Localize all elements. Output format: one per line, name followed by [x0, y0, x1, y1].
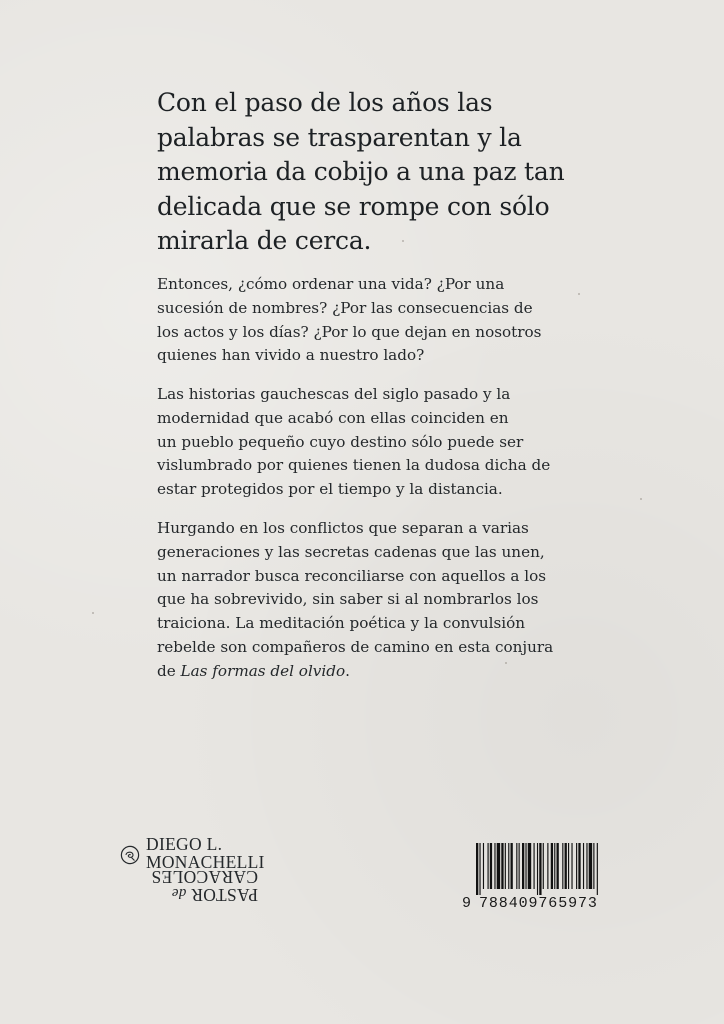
barcode-bar: [479, 843, 480, 895]
barcode-bar: [519, 843, 520, 889]
paper-speck: [92, 612, 94, 614]
publisher-name-inverted: [146, 869, 258, 903]
barcode-bar: [578, 843, 580, 889]
barcode-bar: [589, 843, 592, 889]
isbn-barcode: [462, 843, 630, 913]
barcode-bar: [511, 843, 513, 889]
publisher-emblem-icon: [120, 845, 140, 865]
barcode-bar: [488, 843, 489, 889]
barcode-bar: [497, 843, 500, 889]
barcode-bar: [476, 843, 478, 895]
barcode-bar: [483, 843, 484, 889]
barcode-bar: [537, 843, 538, 895]
barcode-bar: [571, 843, 572, 889]
synopsis-paragraph-1: Entonces, ¿cómo ordenar una vida? ¿Por una sucesión de nombres? ¿Por las consecuencias de los actos y los días? ¿Por lo que dejan en nosotros quienes han vivido a nuestro lado?: [157, 275, 542, 365]
barcode-bar: [525, 843, 526, 889]
synopsis-paragraph-2: Las historias gauchescas del siglo pasado y la modernidad que acabó con ellas coinciden en un pueblo pequeño cuyo destino sólo puede ser vislumbrado por quienes tienen la dudosa dicha de estar protegidos por el tiempo y la distancia.: [157, 385, 551, 499]
author-last-name: MONACHELLI: [146, 852, 265, 872]
publisher-word-de: de: [171, 885, 187, 901]
book-title-italic: Las formas del olvido: [180, 661, 346, 680]
author-publisher-logo: [120, 835, 290, 905]
barcode-bar: [505, 843, 506, 889]
barcode-bars: [462, 843, 630, 895]
synopsis-paragraph-3-end: .: [345, 661, 350, 680]
barcode-bar: [562, 843, 563, 889]
publisher-word-pastor: PASTOR: [186, 885, 258, 905]
publisher-line-caracoles: CARACOLES: [151, 867, 258, 887]
barcode-bar: [543, 843, 544, 889]
barcode-bar: [508, 843, 509, 889]
barcode-bar: [576, 843, 577, 889]
barcode-bar: [494, 843, 495, 889]
barcode-bar: [547, 843, 548, 889]
lead-blurb: Con el paso de los años las palabras se trasparentan y la memoria da cobijo a una paz tan delicada que se rompe con sólo mirarla de cerca.: [157, 88, 565, 255]
barcode-bar: [516, 843, 517, 889]
barcode-bar: [554, 843, 555, 889]
barcode-bar: [568, 843, 569, 889]
isbn-remaining-digits: 788409765973: [479, 895, 598, 912]
synopsis-paragraph-3: [157, 517, 687, 684]
barcode-bar: [586, 843, 587, 889]
barcode-bar: [565, 843, 567, 889]
barcode-bar: [583, 843, 584, 889]
barcode-bar: [490, 843, 492, 889]
publisher-line-pastor: [146, 885, 258, 903]
barcode-bar: [597, 843, 598, 895]
barcode-bar: [593, 843, 594, 889]
synopsis-paragraph-3-text: Hurgando en los conflictos que separan a varias generaciones y las secretas cadenas que las unen, un narrador busca reconciliarse con aquellos a los que ha sobrevivido, sin saber si al nombrarlos los traiciona. La meditación poética y la convulsión rebelde son compañeros de camino en esta conjura de: [157, 519, 554, 680]
isbn-first-digit: 9: [462, 895, 472, 912]
barcode-bar: [551, 843, 553, 889]
barcode-bar: [522, 843, 524, 889]
author-first-name: DIEGO L.: [146, 834, 223, 854]
barcode-bar: [528, 843, 531, 889]
barcode-bar: [501, 843, 503, 889]
barcode-bar: [539, 843, 541, 895]
barcode-bar: [557, 843, 559, 889]
barcode-bar: [534, 843, 535, 889]
